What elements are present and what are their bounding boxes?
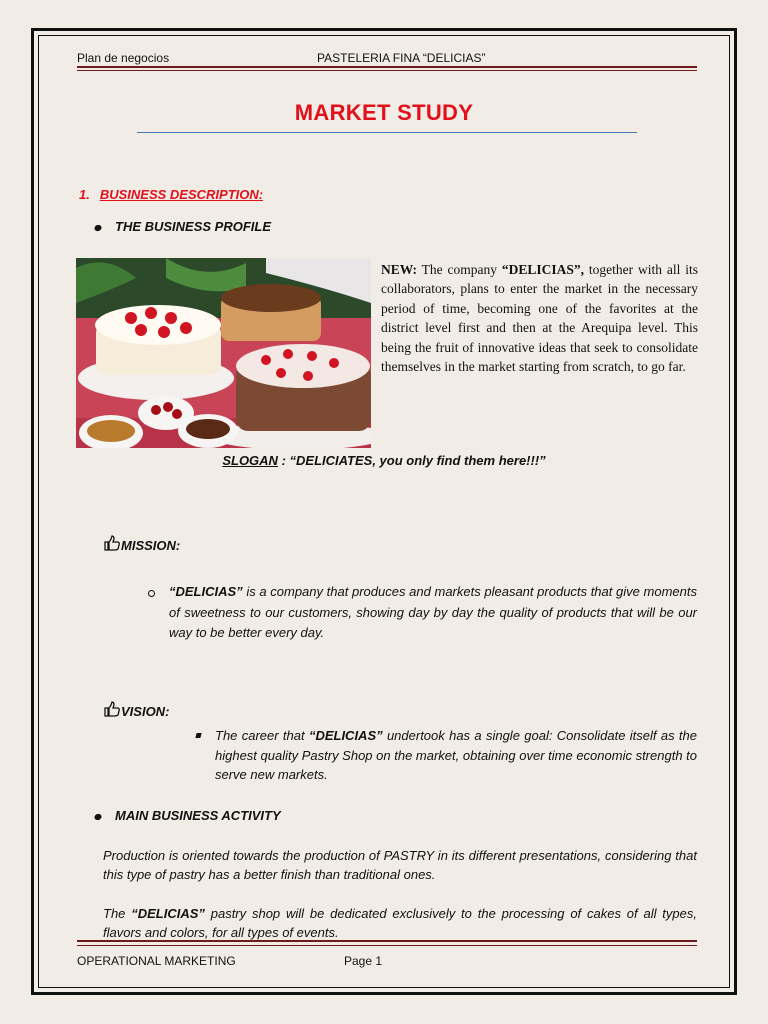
mission-company: “DELICIAS” xyxy=(169,584,243,599)
company-name: “DELICIAS”, xyxy=(501,262,585,277)
cakes-photo xyxy=(76,258,371,448)
thumbs-up-icon xyxy=(103,534,121,552)
section-title: BUSINESS DESCRIPTION: xyxy=(99,187,264,202)
page-border-outer xyxy=(31,28,737,995)
footer-left-text: OPERATIONAL MARKETING xyxy=(77,954,236,968)
business-profile-heading xyxy=(95,219,271,234)
slogan-text: : “DELICIATES, you only find them here!!!” xyxy=(277,453,546,468)
thumbs-up-icon xyxy=(103,700,121,718)
vision-paragraph xyxy=(215,726,697,785)
mission-paragraph xyxy=(169,582,697,644)
main-activity-paragraph-1: Production is oriented towards the production of PASTRY in its different presentations, considering that this type of pastry has a better finish than traditional ones. xyxy=(103,848,697,882)
footer-rule xyxy=(77,940,697,942)
vision-text-a: The career that xyxy=(215,728,309,743)
vision-heading xyxy=(103,700,169,719)
bullet-dot xyxy=(94,813,103,821)
mission-text: is a company that produces and markets pleasant products that give moments of sweetness to our customers, showing day by day the quality of products that will be our way to be better every day. xyxy=(169,584,697,640)
main-activity-paragraph-2 xyxy=(103,904,697,942)
page-number: Page 1 xyxy=(344,954,383,968)
square-bullet xyxy=(195,733,201,738)
para2-text-b: pastry shop will be dedicated exclusively to the processing of cakes of all types, flavors and colors, for all types of events. xyxy=(103,906,697,940)
new-label: NEW: xyxy=(381,262,418,277)
page-title: MARKET STUDY xyxy=(294,100,474,125)
section-heading-business-description xyxy=(79,187,263,202)
slogan-label: SLOGAN xyxy=(222,453,278,468)
business-profile-paragraph xyxy=(381,260,698,376)
circle-bullet xyxy=(148,590,155,597)
header-rule-thin xyxy=(77,70,697,71)
slogan-line xyxy=(39,453,729,468)
para2-company: “DELICIAS” xyxy=(131,906,205,921)
main-activity-label: MAIN BUSINESS ACTIVITY xyxy=(115,808,281,823)
business-profile-label: THE BUSINESS PROFILE xyxy=(115,219,272,234)
bullet-dot xyxy=(94,224,103,232)
footer-rule-thin xyxy=(77,945,697,946)
para2-text-a: The xyxy=(103,906,132,921)
header-rule xyxy=(77,66,697,68)
main-activity-heading xyxy=(95,808,281,823)
section-number: 1. xyxy=(79,187,90,202)
business-profile-text-a: The company xyxy=(417,262,502,277)
vision-label: VISION: xyxy=(121,704,170,719)
vision-company: “DELICIAS” xyxy=(308,728,383,743)
business-profile-text-b: together with all its collaborators, plans to enter the market in the necessary period of time, becoming one of the favorites at the district level first and then at the Arequipa level. This being the fruit of innovative ideas that seek to consolidate themselves in the market starting from scratch, to go far. xyxy=(381,262,699,375)
vision-text-b: undertook has a single goal: Consolidate itself as the highest quality Pastry Shop on the market, obtaining over time economic strength to serve new markets. xyxy=(215,728,697,782)
title-underline xyxy=(137,132,637,133)
header-center-text: PASTELERIA FINA “DELICIAS” xyxy=(317,51,486,65)
mission-heading xyxy=(103,534,180,553)
header-left-text: Plan de negocios xyxy=(77,51,170,65)
page-border-inner xyxy=(38,35,730,988)
mission-label: MISSION: xyxy=(121,538,181,553)
